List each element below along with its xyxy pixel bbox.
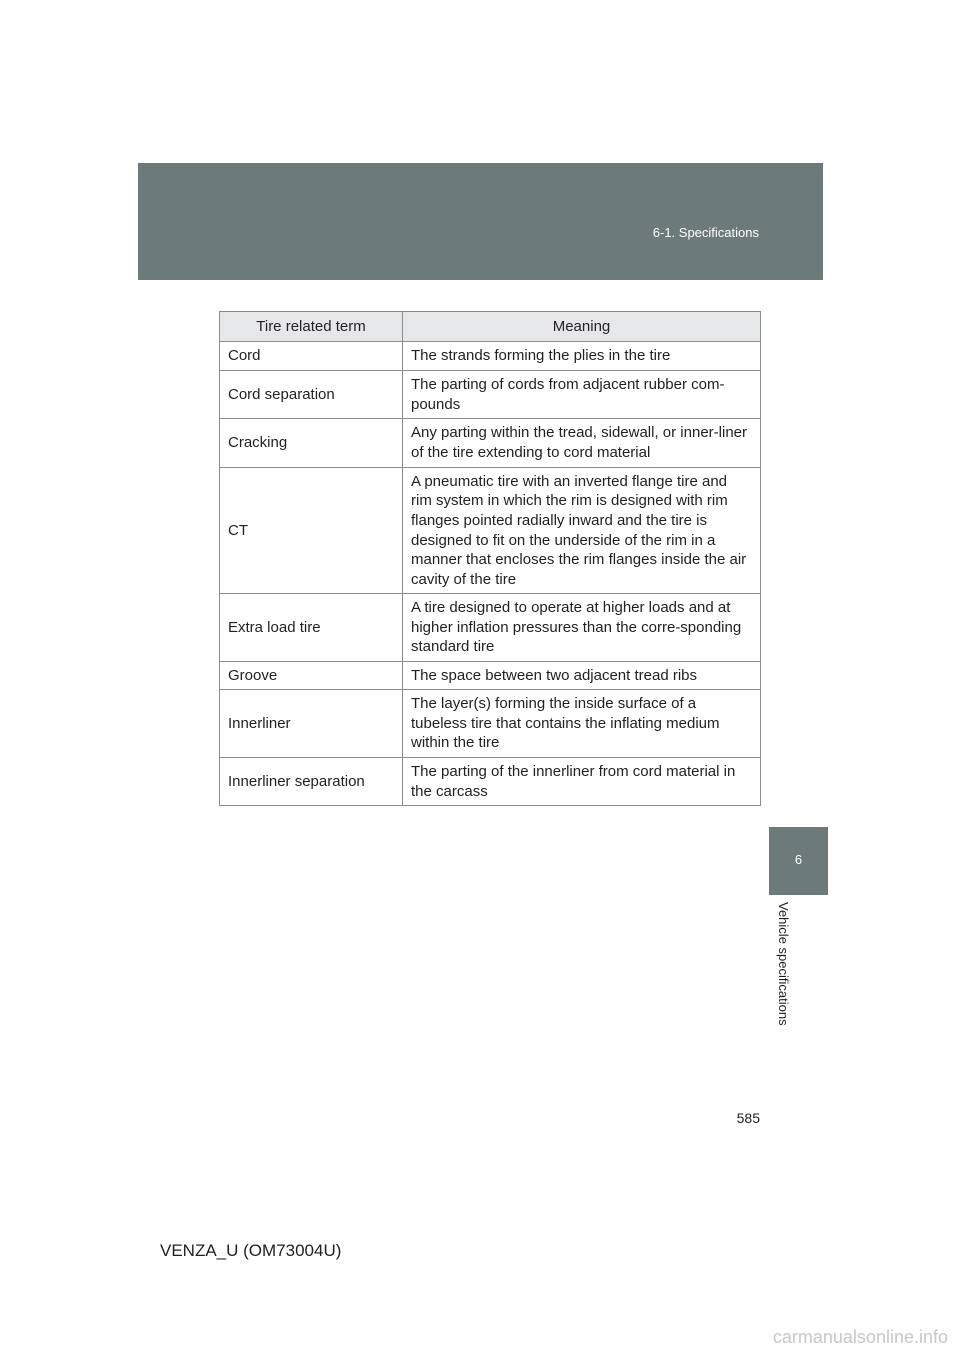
term-cell: Groove <box>220 662 403 690</box>
chapter-number: 6 <box>794 852 803 867</box>
term-cell: Innerliner separation <box>220 758 403 806</box>
header-band <box>138 163 823 280</box>
column-header-meaning: Meaning <box>403 312 761 342</box>
chapter-tab <box>769 827 828 895</box>
table-row <box>220 690 761 758</box>
meaning-cell: A tire designed to operate at higher loads and at higher inflation pressures than the corre-sponding standard tire <box>403 594 761 662</box>
table-row <box>220 371 761 419</box>
term-cell: Extra load tire <box>220 594 403 662</box>
page-number: 585 <box>736 1110 760 1126</box>
meaning-cell: The layer(s) forming the inside surface of a tubeless tire that contains the inflating medium within the tire <box>403 690 761 758</box>
term-cell: Cracking <box>220 419 403 468</box>
meaning-cell: The strands forming the plies in the tire <box>403 342 761 371</box>
tire-terms-table <box>219 311 761 806</box>
table-header-row <box>220 312 761 342</box>
column-header-term: Tire related term <box>220 312 403 342</box>
term-cell: Cord <box>220 342 403 371</box>
meaning-cell: The parting of cords from adjacent rubber com-pounds <box>403 371 761 419</box>
meaning-cell: The parting of the innerliner from cord material in the carcass <box>403 758 761 806</box>
term-cell: Innerliner <box>220 690 403 758</box>
table-row <box>220 758 761 806</box>
meaning-cell: The space between two adjacent tread ribs <box>403 662 761 690</box>
table-row <box>220 594 761 662</box>
watermark: carmanualsonline.info <box>772 1327 948 1347</box>
chapter-label: Vehicle specifications <box>776 902 791 1026</box>
meaning-cell: Any parting within the tread, sidewall, or inner-liner of the tire extending to cord material <box>403 419 761 468</box>
table-row <box>220 342 761 371</box>
table-row <box>220 419 761 468</box>
meaning-cell: A pneumatic tire with an inverted flange tire and rim system in which the rim is designed with rim flanges pointed radially inward and the tire is designed to fit on the underside of the rim in a manner that encloses the rim flanges inside the air cavity of the tire <box>403 468 761 594</box>
term-cell: Cord separation <box>220 371 403 419</box>
table-row <box>220 468 761 594</box>
table-row <box>220 662 761 690</box>
document-code: VENZA_U (OM73004U) <box>160 1241 342 1260</box>
section-title: 6-1. Specifications <box>652 225 759 240</box>
term-cell: CT <box>220 468 403 594</box>
